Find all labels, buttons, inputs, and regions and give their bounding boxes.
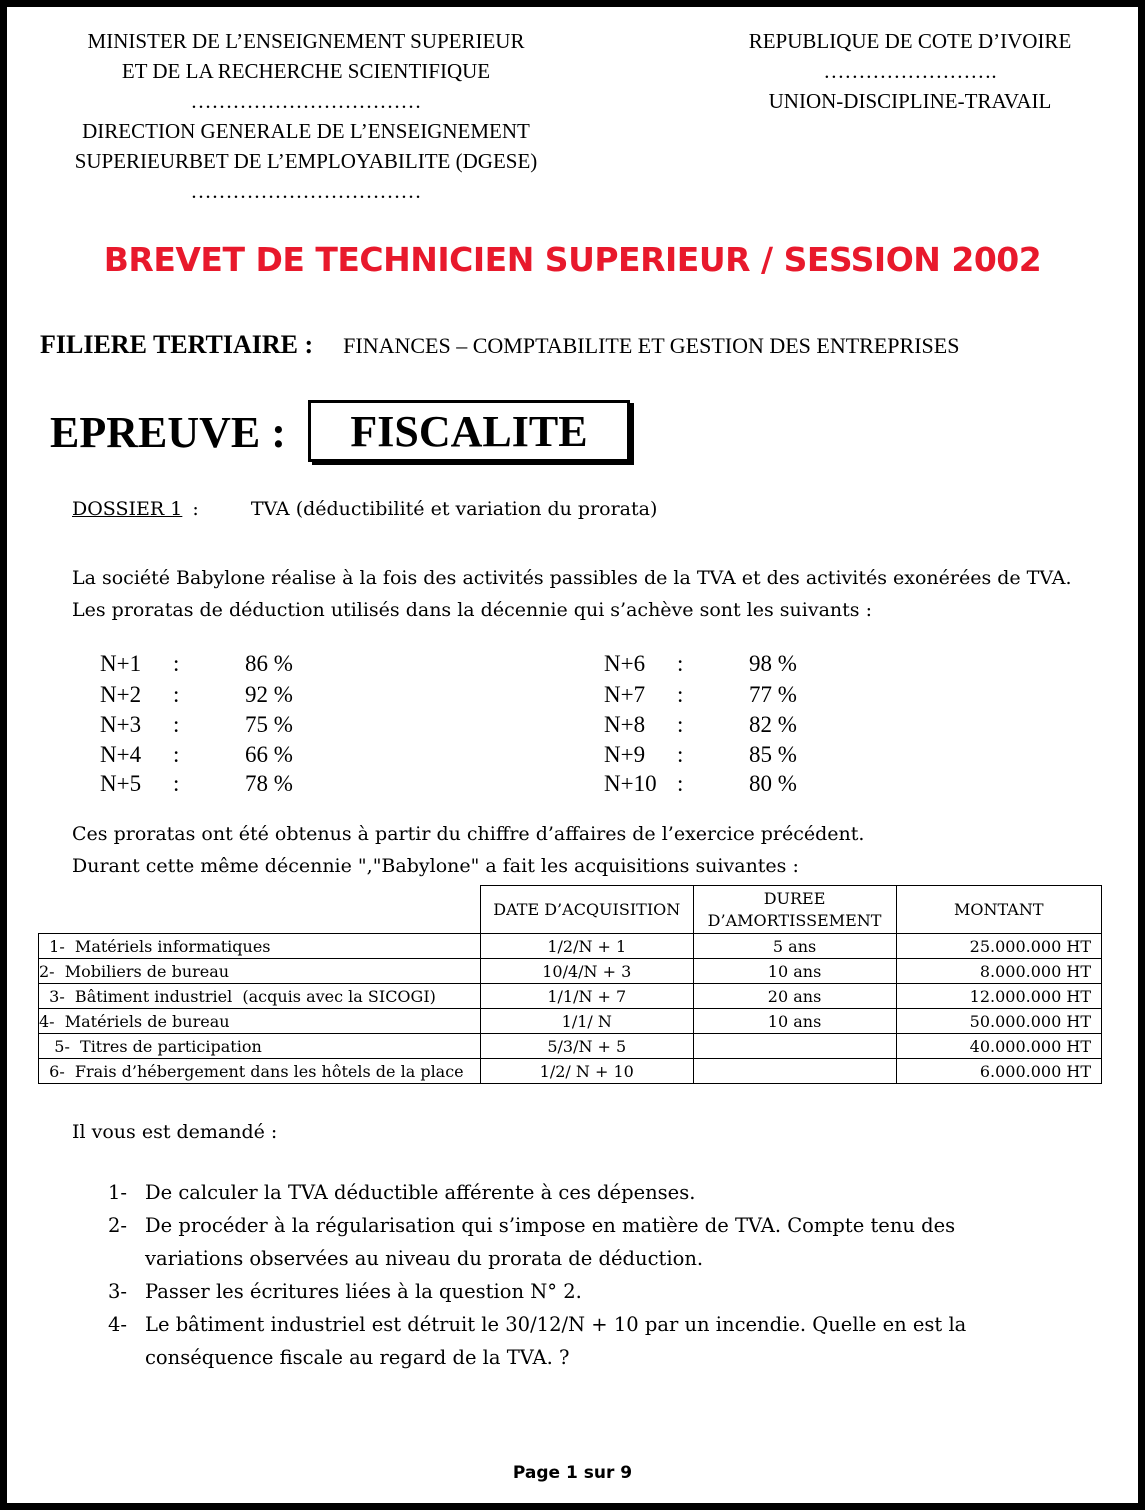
header-republic — [705, 26, 1115, 116]
prorata-colon: : — [677, 742, 684, 767]
prorata-value: 82 % — [749, 712, 797, 737]
question-number: 3- — [108, 1280, 127, 1303]
table-row — [39, 1034, 1102, 1059]
row-montant: 50.000.000 HT — [896, 1009, 1101, 1034]
header-right-line: REPUBLIQUE DE COTE D’IVOIRE — [748, 29, 1072, 53]
row-duree: 10 ans — [693, 959, 896, 984]
dossier-separator: : — [192, 498, 199, 520]
filiere-label: FILIERE TERTIAIRE : — [40, 330, 314, 359]
header-right-line: ……………………. — [823, 59, 997, 83]
table-row — [39, 1059, 1102, 1084]
question-number: 2- — [108, 1214, 127, 1237]
prorata-colon: : — [173, 712, 180, 737]
row-montant: 6.000.000 HT — [896, 1059, 1101, 1084]
row-date: 10/4/N + 3 — [480, 959, 693, 984]
question-number: 4- — [108, 1313, 127, 1336]
header-ministry — [36, 26, 576, 206]
prorata-value: 66 % — [245, 742, 293, 767]
prorata-year: N+7 — [604, 682, 646, 707]
prorata-year: N+1 — [100, 651, 142, 676]
question-text: De procéder à la régularisation qui s’impose en matière de TVA. Compte tenu des variations observées au niveau du prorata de déduction. — [145, 1214, 956, 1270]
prorata-colon: : — [173, 682, 180, 707]
question-item — [108, 1275, 968, 1308]
question-text: Passer les écritures liées à la question N° 2. — [145, 1280, 582, 1303]
prorata-value: 85 % — [749, 742, 797, 767]
prorata-colon: : — [677, 651, 684, 676]
row-label: 2- Mobiliers de bureau — [39, 959, 481, 984]
header-right-line: UNION-DISCIPLINE-TRAVAIL — [768, 89, 1052, 113]
row-label: 1- Matériels informatiques — [39, 934, 481, 959]
row-date: 5/3/N + 5 — [480, 1034, 693, 1059]
prorata-year: N+10 — [604, 771, 657, 796]
demande-text: Il vous est demandé : — [72, 1121, 278, 1143]
epreuve-label: EPREUVE : — [50, 408, 286, 457]
prorata-value: 98 % — [749, 651, 797, 676]
prorata-year: N+8 — [604, 712, 646, 737]
prorata-colon: : — [677, 771, 684, 796]
header-left-line: DIRECTION GENERALE DE L’ENSEIGNEMENT — [82, 119, 530, 143]
header-left-line: …………………………… — [190, 89, 422, 113]
prorata-value: 75 % — [245, 712, 293, 737]
row-duree: 20 ans — [693, 984, 896, 1009]
filiere-value: FINANCES – COMPTABILITE ET GESTION DES ENTREPRISES — [343, 333, 960, 358]
questions-list — [108, 1176, 968, 1374]
row-montant: 12.000.000 HT — [896, 984, 1101, 1009]
row-montant: 8.000.000 HT — [896, 959, 1101, 984]
question-number: 1- — [108, 1181, 127, 1204]
row-date: 1/1/N + 7 — [480, 984, 693, 1009]
header-left-line: …………………………… — [190, 179, 422, 203]
dossier-label: DOSSIER 1 — [72, 498, 183, 520]
filiere-line — [40, 330, 959, 360]
row-label: 6- Frais d’hébergement dans les hôtels de la place — [39, 1059, 481, 1084]
header-left-line: SUPERIEURBET DE L’EMPLOYABILITE (DGESE) — [74, 149, 538, 173]
prorata-list-right — [604, 649, 854, 799]
prorata-colon: : — [677, 682, 684, 707]
prorata-value: 86 % — [245, 651, 293, 676]
row-label: 3- Bâtiment industriel (acquis avec la SICOGI) — [39, 984, 481, 1009]
context-line: Ces proratas ont été obtenus à partir du chiffre d’affaires de l’exercice précédent. — [72, 823, 865, 845]
prorata-year: N+3 — [100, 712, 142, 737]
prorata-year: N+9 — [604, 742, 646, 767]
table-row — [39, 1009, 1102, 1034]
row-date: 1/2/ N + 10 — [480, 1059, 693, 1084]
table-row — [39, 934, 1102, 959]
prorata-year: N+5 — [100, 771, 142, 796]
row-duree — [693, 1034, 896, 1059]
row-montant: 40.000.000 HT — [896, 1034, 1101, 1059]
prorata-value: 78 % — [245, 771, 293, 796]
question-item — [108, 1209, 968, 1275]
dossier-heading — [72, 498, 657, 520]
row-date: 1/1/ N — [480, 1009, 693, 1034]
table-header-montant: MONTANT — [896, 886, 1101, 934]
prorata-list-left — [100, 649, 350, 799]
table-row — [39, 984, 1102, 1009]
prorata-value: 80 % — [749, 771, 797, 796]
prorata-value: 92 % — [245, 682, 293, 707]
table-header-row — [39, 886, 1102, 934]
prorata-year: N+2 — [100, 682, 142, 707]
header-left-line: ET DE LA RECHERCHE SCIENTIFIQUE — [121, 59, 491, 83]
dossier-title: TVA (déductibilité et variation du prorata) — [250, 498, 658, 520]
table-header-date: DATE D’ACQUISITION — [480, 886, 693, 934]
question-item — [108, 1308, 968, 1374]
question-text: Le bâtiment industriel est détruit le 30/12/N + 10 par un incendie. Quelle en est la conséquence fiscale au regard de la TVA. ? — [145, 1313, 967, 1369]
prorata-year: N+6 — [604, 651, 646, 676]
row-duree: 10 ans — [693, 1009, 896, 1034]
exam-title: BREVET DE TECHNICIEN SUPERIEUR / SESSION 2002 — [103, 240, 1042, 279]
context-line: Durant cette même décennie ","Babylone" a fait les acquisitions suivantes : — [72, 855, 799, 877]
acquisitions-table — [38, 885, 1102, 1084]
row-duree — [693, 1059, 896, 1084]
row-label: 5- Titres de participation — [39, 1034, 481, 1059]
header-left-line: MINISTER DE L’ENSEIGNEMENT SUPERIEUR — [87, 29, 525, 53]
epreuve-subject-box: FISCALITE — [308, 400, 630, 462]
prorata-colon: : — [173, 742, 180, 767]
prorata-colon: : — [173, 771, 180, 796]
question-item — [108, 1176, 968, 1209]
table-header-empty — [39, 886, 481, 934]
intro-paragraph: La société Babylone réalise à la fois des activités passibles de la TVA et des activités exonérées de TVA. Les proratas de déduction utilisés dans la décennie qui s’achève sont les suivants : — [72, 567, 1072, 621]
context-paragraph — [72, 818, 1072, 882]
row-montant: 25.000.000 HT — [896, 934, 1101, 959]
prorata-colon: : — [173, 651, 180, 676]
row-label: 4- Matériels de bureau — [39, 1009, 481, 1034]
table-row — [39, 959, 1102, 984]
row-duree: 5 ans — [693, 934, 896, 959]
page-number: Page 1 sur 9 — [512, 1463, 633, 1483]
question-text: De calculer la TVA déductible afférente à ces dépenses. — [145, 1181, 696, 1204]
table-header-duree: DUREE D’AMORTISSEMENT — [693, 886, 896, 934]
prorata-value: 77 % — [749, 682, 797, 707]
prorata-colon: : — [677, 712, 684, 737]
row-date: 1/2/N + 1 — [480, 934, 693, 959]
prorata-year: N+4 — [100, 742, 142, 767]
